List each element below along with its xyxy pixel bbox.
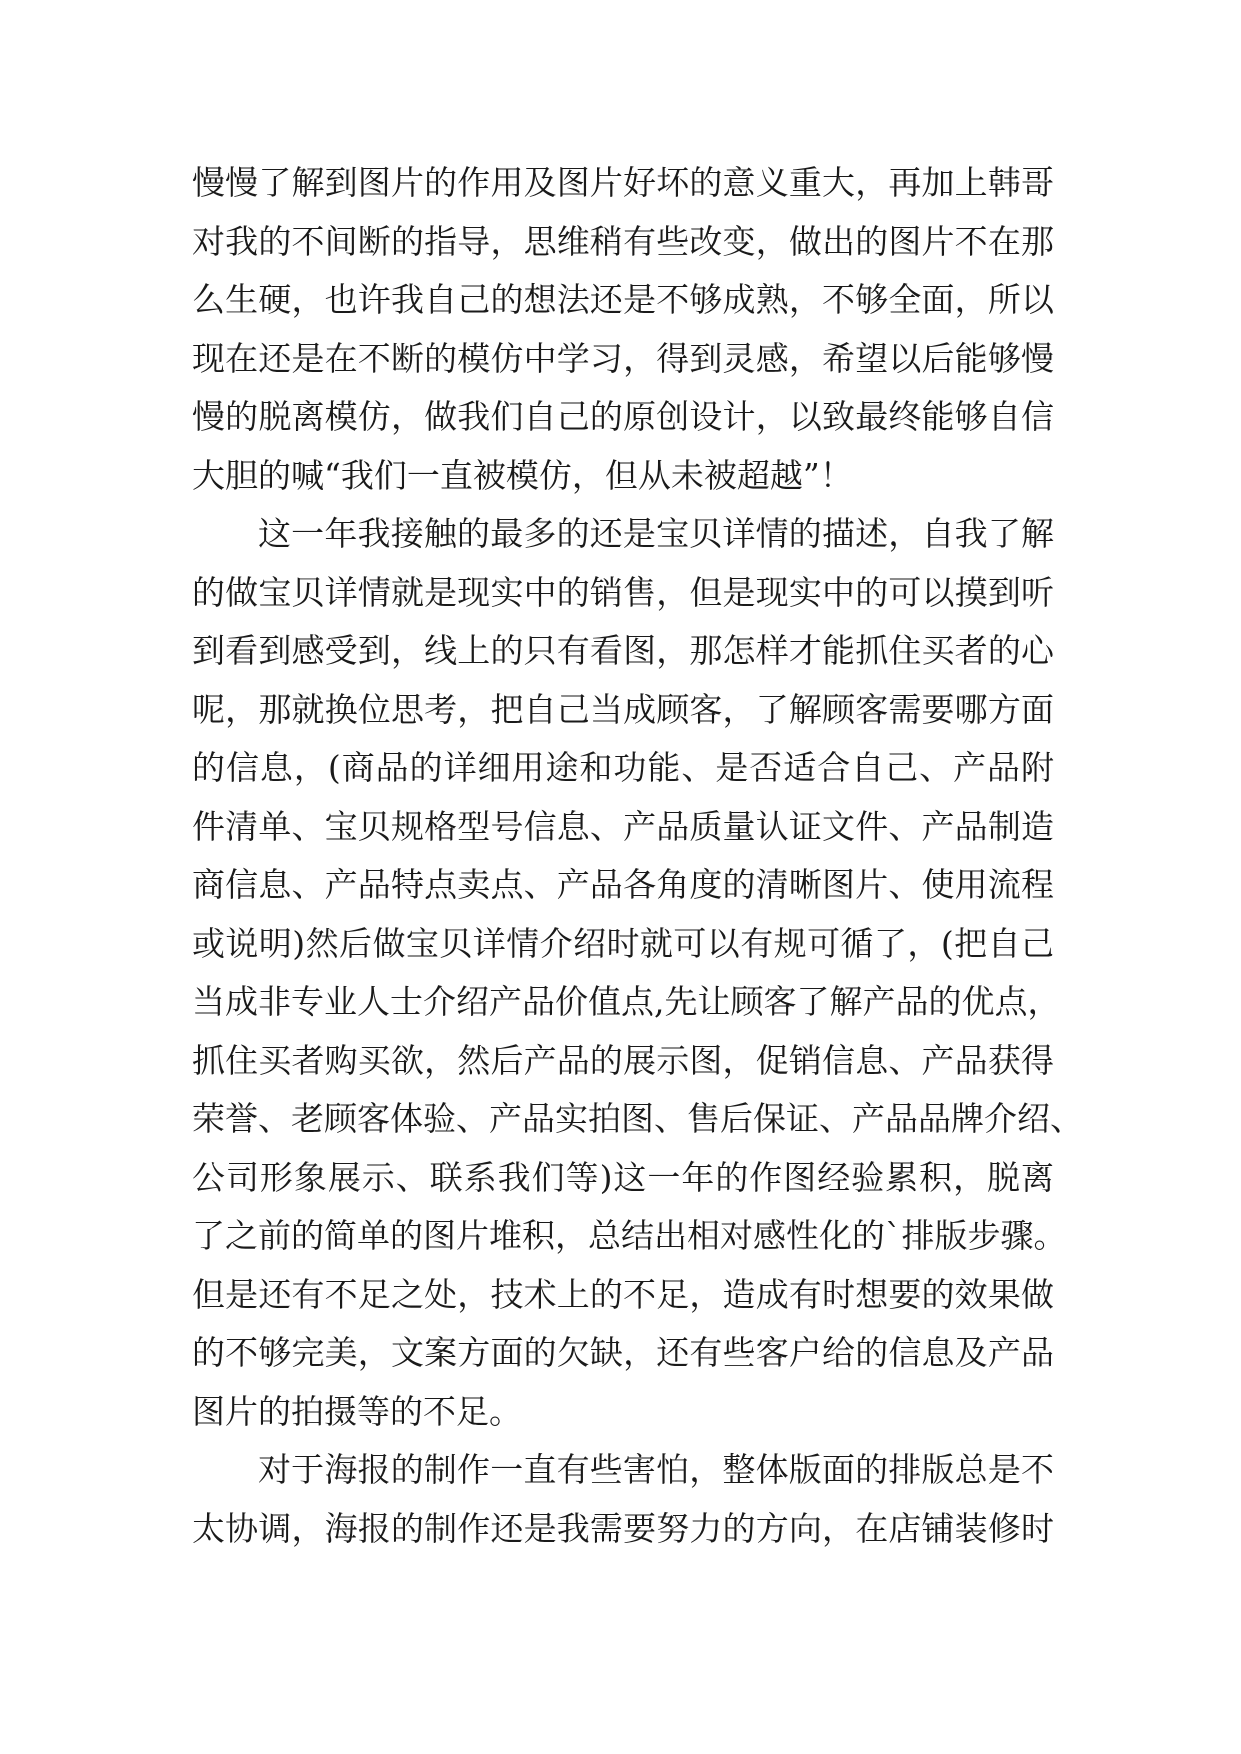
text-line: 到看到感受到，线上的只有看图，那怎样才能抓住买者的心 [192,631,1054,670]
text-line: 对于海报的制作一直有些害怕，整体版面的排版总是不 [258,1450,1054,1489]
text-line: 当成非专业人士介绍产品价值点,先让顾客了解产品的优点， [192,982,1061,1021]
text-line: 的不够完美，文案方面的欠缺，还有些客户给的信息及产品 [192,1333,1054,1372]
text-line: 慢的脱离模仿，做我们自己的原创设计，以致最终能够自信 [192,397,1054,436]
text-line: 的做宝贝详情就是现实中的销售，但是现实中的可以摸到听 [192,572,1054,612]
text-line: 公司形象展示、联系我们等)这一年的作图经验累积，脱离 [192,1157,1054,1197]
text-line: 的信息，(商品的详细用途和功能、是否适合自己、产品附 [192,748,1054,787]
text-line: 现在还是在不断的模仿中学习，得到灵感，希望以后能够慢 [192,338,1054,378]
body-text [192,154,1083,1558]
paragraph-1 [192,154,1054,505]
paragraph-2 [192,505,1083,1441]
text-line: 么生硬，也许我自己的想法还是不够成熟，不够全面，所以 [192,280,1054,319]
text-line: 抓住买者购买欲，然后产品的展示图，促销信息、产品获得 [192,1040,1054,1080]
text-line: 对我的不间断的指导，思维稍有些改变，做出的图片不在那 [192,221,1054,261]
text-line: 呢，那就换位思考，把自己当成顾客，了解顾客需要哪方面 [192,689,1054,729]
paragraph-3 [192,1441,1054,1558]
text-line: 大胆的喊“我们一直被模仿，但从未被超越”！ [192,455,853,495]
text-line: 了之前的简单的图片堆积，总结出相对感性化的`排版步骤。 [192,1216,1067,1255]
text-line: 荣誉、老顾客体验、产品实拍图、售后保证、产品品牌介绍、 [192,1099,1083,1138]
text-line: 图片的拍摄等的不足。 [192,1391,522,1431]
text-line: 件清单、宝贝规格型号信息、产品质量认证文件、产品制造 [192,806,1054,846]
text-line: 这一年我接触的最多的还是宝贝详情的描述，自我了解 [258,514,1054,553]
text-line: 或说明)然后做宝贝详情介绍时就可以有规可循了，(把自己 [192,923,1054,963]
text-line: 但是还有不足之处，技术上的不足，造成有时想要的效果做 [192,1274,1054,1314]
text-line: 太协调，海报的制作还是我需要努力的方向，在店铺装修时 [192,1508,1054,1548]
text-line: 商信息、产品特点卖点、产品各角度的清晰图片、使用流程 [192,865,1054,904]
text-line: 慢慢了解到图片的作用及图片好坏的意义重大，再加上韩哥 [192,163,1054,202]
